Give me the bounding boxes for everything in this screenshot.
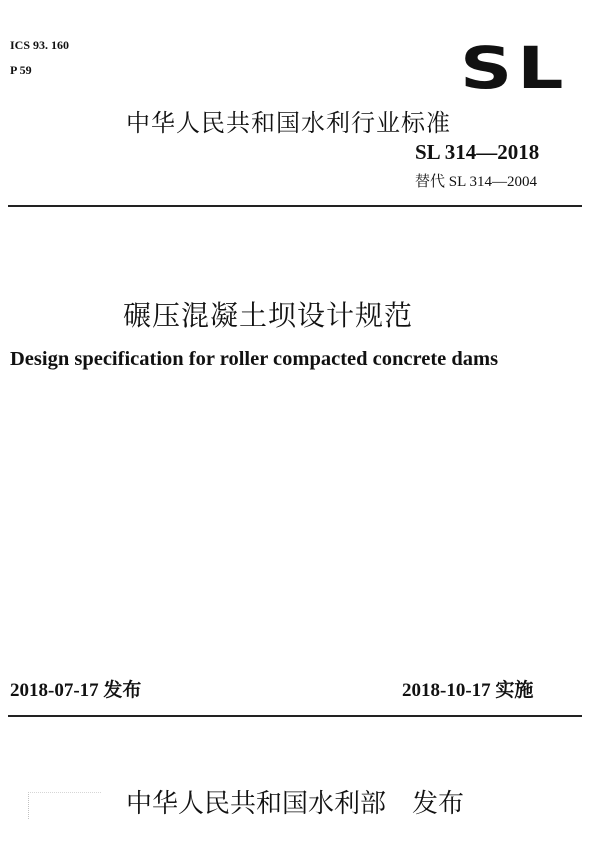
title-en: Design specification for roller compacted concrete dams: [10, 348, 499, 370]
issuer: 中华人民共和国水利部 发布: [126, 789, 465, 819]
sl-logo: SL: [460, 34, 569, 102]
title-cn: 碾压混凝土坝设计规范: [123, 299, 414, 332]
replaces-standard: 替代 SL 314—2004: [415, 174, 537, 190]
classification-code: P 59: [10, 63, 32, 77]
seal-stamp: [28, 792, 101, 819]
implement-date: 2018-10-17 实施: [402, 680, 534, 701]
standard-type: 中华人民共和国水利行业标准: [126, 109, 451, 137]
standard-number: SL 314—2018: [415, 140, 540, 164]
ics-code: ICS 93. 160: [10, 38, 70, 52]
divider: [8, 205, 582, 207]
issue-date: 2018-07-17 发布: [10, 680, 142, 701]
divider: [8, 715, 582, 717]
